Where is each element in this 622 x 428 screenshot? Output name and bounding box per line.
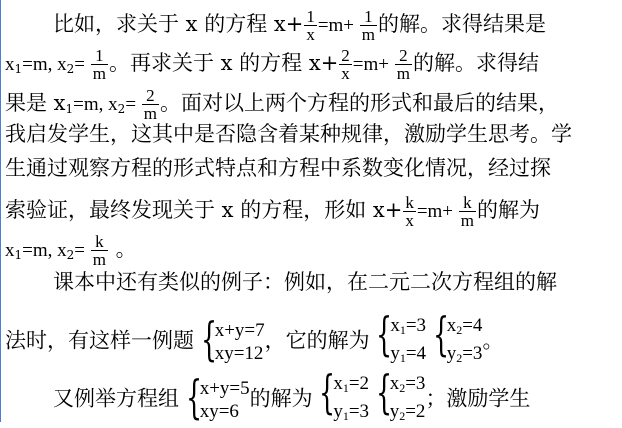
text-segment: ，它的解为	[264, 328, 370, 353]
text-segment: =m+	[317, 15, 359, 36]
text-segment: =	[74, 54, 90, 75]
text-segment: =	[74, 240, 90, 261]
text-segment: 生通过观察方程的形式特点和方程中系数变化情况，经过探	[5, 156, 551, 180]
text-line-6	[5, 194, 618, 229]
text-segment: =m, x	[22, 240, 67, 261]
equation-system: { x+y=7 xy=12	[200, 312, 265, 366]
text-segment: =m, x	[73, 94, 118, 115]
text-segment: ；激励学生	[425, 386, 531, 411]
subscript: 2	[66, 248, 75, 262]
fraction: $\frac{k}{m}$	[460, 193, 475, 230]
text-segment: 索验证，最终发现关于 x 的方程，形如 x+	[5, 198, 403, 222]
fraction: $\frac{k}{x}$	[405, 193, 414, 230]
text-segment: 法时，有这样一例题	[5, 328, 194, 353]
fraction: $\frac{2}{m}$	[396, 46, 410, 83]
variable: x	[5, 240, 15, 261]
text-segment: 的解为	[249, 386, 313, 411]
text-segment: 。	[108, 237, 137, 261]
text-line-8	[53, 268, 618, 296]
text-segment: =m+	[352, 54, 394, 75]
fraction: $\frac{1}{m}$	[92, 46, 106, 83]
subscript: 2	[66, 62, 75, 76]
solution-2: { $x_2=3$ $y_2=2$	[375, 365, 426, 423]
fraction: $\frac{1}{m}$	[361, 7, 376, 44]
text-line-9	[5, 307, 618, 370]
text-segment: 的解。求得结果是	[378, 12, 547, 36]
fraction: $\frac{1}{x}$	[306, 7, 315, 44]
solution-2: { $x_2=4$ $y_2=3$	[432, 307, 483, 365]
text-line-4	[5, 120, 618, 148]
fraction: $\frac{2}{m}$	[143, 86, 158, 123]
text-line-5	[5, 154, 618, 182]
text-segment: 的解为	[477, 198, 541, 222]
text-line-1	[53, 8, 618, 43]
subscript: 1	[14, 62, 23, 76]
solution-1: { $x_1=2$ $y_1=3$	[319, 365, 370, 423]
text-segment: 比如，求关于 x 的方程 x+	[53, 12, 304, 36]
subscript: 1	[65, 102, 74, 116]
text-line-2	[5, 47, 618, 83]
text-segment: =m, x	[22, 54, 67, 75]
subscript: 2	[117, 102, 126, 116]
text-segment: 。面对以上两个方程的形式和最后的结果，	[160, 91, 560, 115]
variable: x	[5, 54, 15, 75]
text-segment: 课本中还有类似的例子：例如，在二元二次方程组的解	[53, 270, 557, 294]
text-segment: 我启发学生，这其中是否隐含着某种规律，激励学生思考。学	[5, 122, 572, 146]
text-line-3	[5, 87, 618, 123]
text-segment: 。	[482, 328, 504, 353]
solution-1: { $x_1=3$ $y_1=4$	[376, 307, 427, 365]
fraction: $\frac{k}{m}$	[92, 232, 106, 269]
text-segment: 的解。求得结	[413, 51, 539, 75]
text-segment: 又例举方程组	[53, 386, 179, 411]
text-line-7	[5, 233, 618, 269]
text-segment: =m+	[416, 201, 458, 222]
text-segment: =	[125, 94, 141, 115]
fraction: $\frac{2}{x}$	[341, 46, 350, 83]
subscript: 1	[14, 248, 23, 262]
text-segment: 果是 x	[5, 91, 66, 115]
text-segment: 。再求关于 x 的方程 x+	[108, 51, 339, 75]
text-line-10	[53, 365, 618, 428]
equation-system: { x+y=5 xy=6	[185, 370, 250, 424]
